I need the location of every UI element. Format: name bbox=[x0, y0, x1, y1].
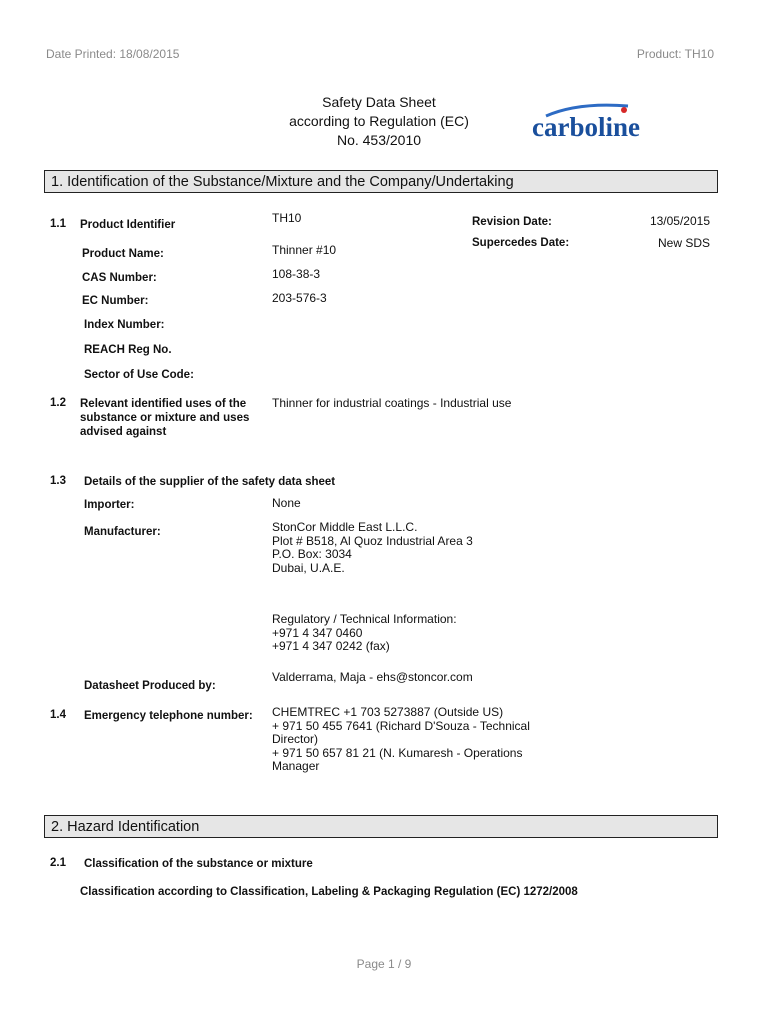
section-num-1-3: 1.3 bbox=[50, 475, 66, 487]
page-number: Page 1 / 9 bbox=[356, 957, 412, 971]
label-product-identifier: Product Identifier bbox=[80, 219, 176, 231]
value-importer: None bbox=[272, 496, 301, 510]
section-num-2-1: 2.1 bbox=[50, 857, 66, 869]
document-title bbox=[259, 93, 499, 150]
product-code: Product: TH10 bbox=[636, 47, 714, 61]
value-ec-number: 203-576-3 bbox=[272, 291, 327, 305]
section-2-heading bbox=[44, 815, 718, 838]
label-emergency-phone: Emergency telephone number: bbox=[84, 710, 253, 722]
label-reach-reg-no: REACH Reg No. bbox=[84, 344, 172, 356]
label-supercedes-date: Supercedes Date: bbox=[472, 237, 570, 249]
carboline-logo bbox=[528, 100, 658, 148]
section-1-heading bbox=[44, 170, 718, 193]
label-datasheet-produced-by: Datasheet Produced by: bbox=[84, 680, 216, 692]
section-2-title: 2. Hazard Identification bbox=[51, 819, 200, 835]
title-line-3: No. 453/2010 bbox=[336, 132, 422, 148]
label-cas-number: CAS Number: bbox=[82, 272, 157, 284]
title-line-1: Safety Data Sheet bbox=[322, 94, 436, 110]
logo-wordmark: carboline bbox=[532, 112, 640, 142]
label-manufacturer: Manufacturer: bbox=[84, 526, 161, 538]
label-index-number: Index Number: bbox=[84, 319, 165, 331]
value-supercedes-date: New SDS bbox=[657, 236, 710, 250]
label-clp-classification: Classification according to Classification, Labeling & Packaging Regulation (EC) 1272/2008 bbox=[80, 886, 578, 898]
label-sector-of-use: Sector of Use Code: bbox=[84, 369, 194, 381]
value-product-identifier: TH10 bbox=[272, 211, 302, 225]
value-identified-uses: Thinner for industrial coatings - Industrial use bbox=[272, 396, 512, 410]
date-printed: Date Printed: 18/08/2015 bbox=[46, 47, 180, 61]
value-cas-number: 108-38-3 bbox=[272, 267, 321, 281]
label-ec-number: EC Number: bbox=[82, 295, 149, 307]
label-classification: Classification of the substance or mixture bbox=[84, 858, 313, 870]
value-product-name: Thinner #10 bbox=[272, 243, 337, 257]
label-identified-uses: Relevant identified uses of the substance or mixture and uses advised against bbox=[80, 398, 250, 438]
value-revision-date: 13/05/2015 bbox=[649, 214, 710, 228]
section-num-1-4: 1.4 bbox=[50, 709, 66, 721]
label-importer: Importer: bbox=[84, 499, 135, 511]
label-supplier-details: Details of the supplier of the safety data sheet bbox=[84, 476, 336, 488]
value-datasheet-produced-by: Valderrama, Maja - ehs@stoncor.com bbox=[272, 670, 473, 684]
label-revision-date: Revision Date: bbox=[472, 216, 552, 228]
label-product-name: Product Name: bbox=[82, 248, 164, 260]
title-line-2: according to Regulation (EC) bbox=[289, 113, 469, 129]
value-emergency-phone: CHEMTREC +1 703 5273887 (Outside US) + 971 50 455 7641 (Richard D'Souza - Technical Director) + 971 50 657 81 21 (N. Kumaresh - Operations Manager bbox=[272, 705, 530, 773]
section-1-title: 1. Identification of the Substance/Mixture and the Company/Undertaking bbox=[51, 174, 514, 190]
section-num-1-1: 1.1 bbox=[50, 218, 66, 230]
value-manufacturer-address: StonCor Middle East L.L.C. Plot # B518, Al Quoz Industrial Area 3 P.O. Box: 3034 Dubai, U.A.E. bbox=[272, 520, 473, 575]
section-num-1-2: 1.2 bbox=[50, 397, 66, 409]
value-regulatory-info: Regulatory / Technical Information: +971 4 347 0460 +971 4 347 0242 (fax) bbox=[272, 612, 457, 653]
